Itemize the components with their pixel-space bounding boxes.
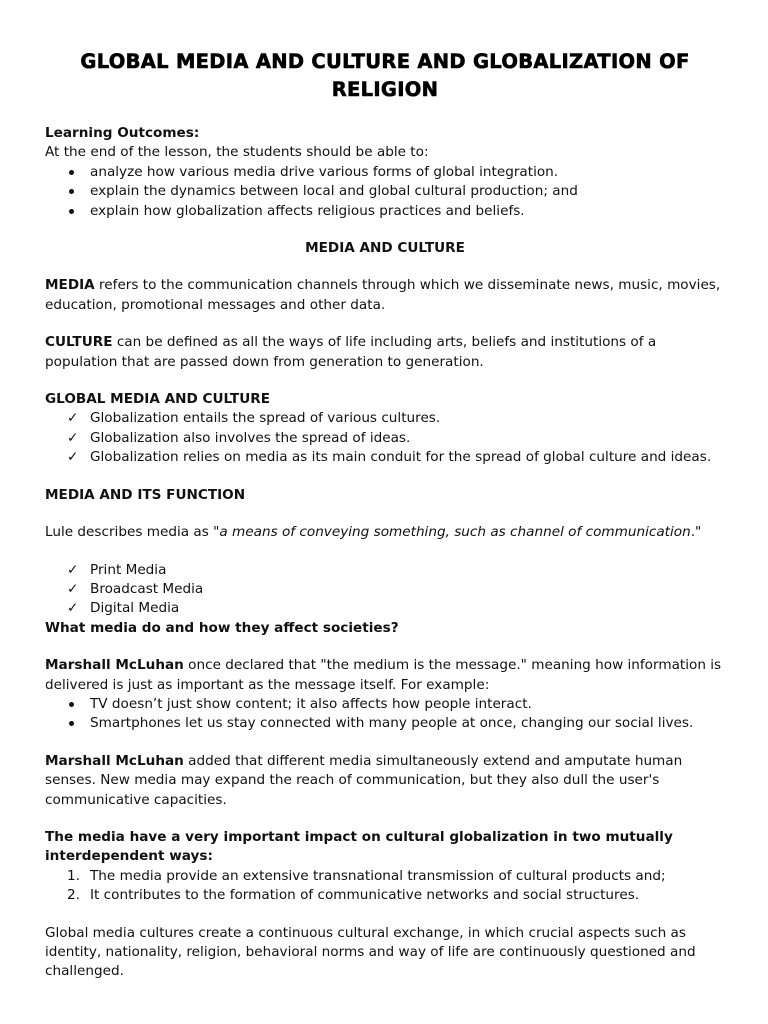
list-item: ✓ Globalization also involves the spread of ideas. [45, 429, 725, 448]
media-definition [45, 276, 725, 315]
question-heading: What media do and how they affect societies? [45, 619, 399, 636]
list-item: explain the dynamics between local and global cultural production; and [45, 182, 725, 201]
impact-heading: The media have a very important impact on cultural globalization in two mutually interdependent ways: [45, 828, 673, 865]
list-item: ✓ Digital Media [45, 599, 725, 618]
learning-outcomes-section [45, 124, 725, 221]
closing-paragraph: Global media cultures create a continuous cultural exchange, in which crucial aspects such as identity, nationality, religion, behavioral norms and way of life are continuously questioned and challenged. [45, 924, 696, 980]
learning-outcomes-intro: At the end of the lesson, the students should be able to: [45, 144, 429, 161]
list-item: ✓ Globalization relies on media as its main conduit for the spread of global culture and ideas. [45, 448, 725, 467]
mcluhan-examples-list [45, 695, 725, 734]
checkmark-icon: ✓ [67, 600, 79, 617]
checkmark-icon: ✓ [67, 449, 79, 466]
document-title: GLOBAL MEDIA AND CULTURE AND GLOBALIZATION OF RELIGION [80, 50, 690, 101]
section-heading: MEDIA AND CULTURE [305, 240, 465, 257]
mcluhan-senses-paragraph: Marshall McLuhan added that different media simultaneously extend and amputate human senses. New media may expand the reach of communication, but they also dull the user's communicative capacities. [45, 752, 683, 808]
list-item: analyze how various media drive various forms of global integration. [45, 163, 725, 182]
media-term: MEDIA [45, 277, 95, 294]
global-media-section [45, 390, 725, 468]
learning-outcomes-label: Learning Outcomes: [45, 125, 200, 141]
list-item: Smartphones let us stay connected with many people at once, changing our social lives. [45, 714, 725, 733]
learning-outcomes-list [45, 163, 725, 221]
bullet-icon [69, 189, 74, 194]
list-number: 2. [67, 887, 80, 904]
impact-list [45, 867, 725, 906]
checkmark-icon: ✓ [67, 410, 79, 427]
lule-quote: Lule describes media as "a means of conveying something, such as channel of communication." [45, 524, 702, 541]
list-item: 1. The media provide an extensive transnational transmission of cultural products and; [45, 867, 725, 886]
global-media-list [45, 409, 725, 467]
mcluhan-name: Marshall McLuhan [45, 657, 184, 674]
list-item: ✓ Broadcast Media [45, 580, 725, 599]
mcluhan-message-paragraph: Marshall McLuhan once declared that "the medium is the message." meaning how information is delivered is just as important as the message itself. For example: [45, 657, 722, 693]
list-item: 2. It contributes to the formation of communicative networks and social structures. [45, 886, 725, 905]
bullet-icon [69, 209, 74, 214]
culture-definition [45, 333, 725, 372]
bullet-icon [69, 721, 74, 726]
impact-section [45, 828, 725, 906]
list-item: ✓ Print Media [45, 561, 725, 580]
list-number: 1. [67, 867, 80, 884]
list-item: explain how globalization affects religious practices and beliefs. [45, 202, 725, 221]
list-item: TV doesn’t just show content; it also affects how people interact. [45, 695, 725, 714]
culture-term: CULTURE [45, 334, 113, 351]
checkmark-icon: ✓ [67, 429, 79, 446]
media-types-list [45, 561, 725, 619]
checkmark-icon: ✓ [67, 580, 79, 597]
culture-definition-text: can be defined as all the ways of life including arts, beliefs and institutions of a population that are passed down from generation to generation. [45, 334, 657, 370]
mcluhan-name: Marshall McLuhan [45, 752, 184, 769]
mcluhan-message-section [45, 656, 725, 734]
media-definition-text: refers to the communication channels through which we disseminate news, music, movies, education, promotional messages and other data. [45, 277, 721, 313]
checkmark-icon: ✓ [67, 561, 79, 578]
media-function-heading: MEDIA AND ITS FUNCTION [45, 486, 246, 503]
document-page [45, 48, 725, 982]
list-item: ✓ Globalization entails the spread of various cultures. [45, 409, 725, 428]
bullet-icon [69, 702, 74, 707]
bullet-icon [69, 170, 74, 175]
global-media-heading: GLOBAL MEDIA AND CULTURE [45, 391, 270, 408]
